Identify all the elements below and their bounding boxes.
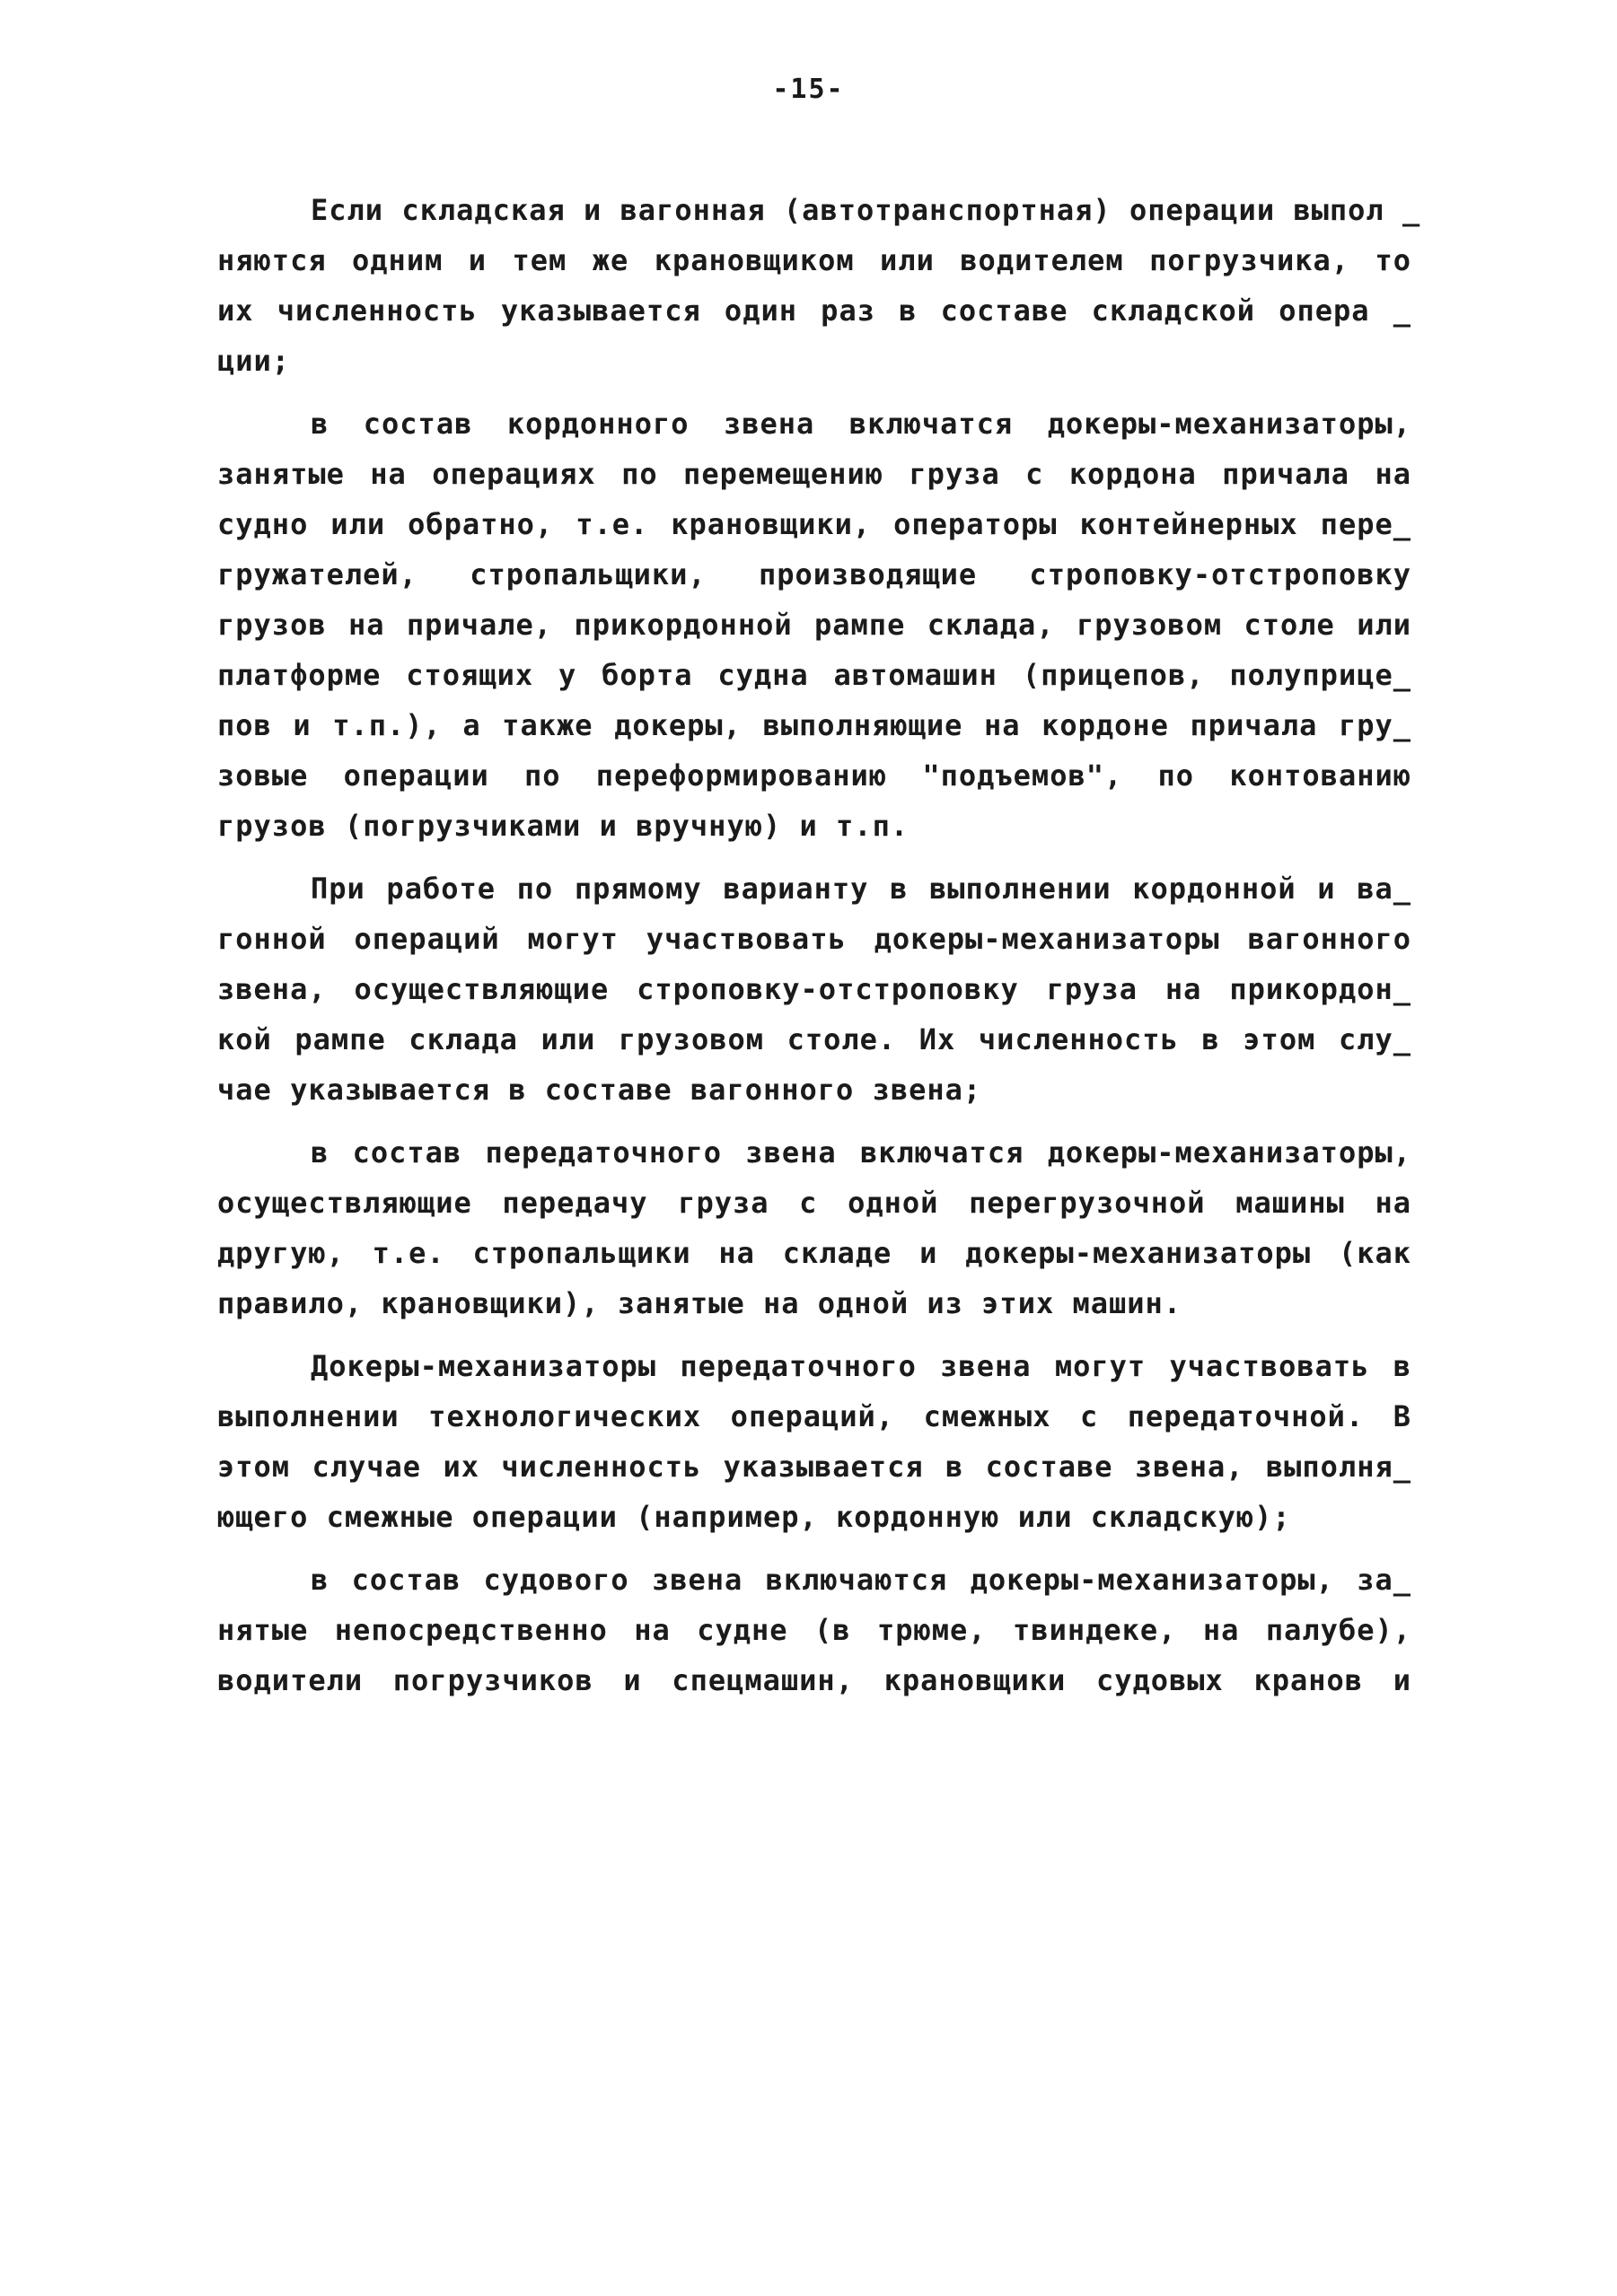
text-line: Если складская и вагонная (автотранспортная) операции выпол _	[311, 193, 1421, 227]
text-line: занятые на операциях по перемещению груза с кордона причала на	[217, 457, 1411, 491]
text-line: звена, осуществляющие строповку-отстроповку груза на прикордон_	[217, 972, 1411, 1006]
text-line: гонной операций могут участвовать докеры-механизаторы вагонного	[217, 922, 1411, 956]
text-line: кой рампе склада или грузовом столе. Их численность в этом слу_	[217, 1022, 1411, 1056]
text-line: нятые непосредственно на судне (в трюме, твиндеке, на палубе),	[217, 1613, 1411, 1647]
text-line: водители погрузчиков и спецмашин, крановщики судовых кранов и	[217, 1663, 1411, 1697]
text-line: выполнении технологических операций, смежных с передаточной. В	[217, 1399, 1411, 1433]
text-line: няются одним и тем же крановщиком или водителем погрузчика, то	[217, 243, 1411, 277]
text-line: грузов на причале, прикордонной рампе склада, грузовом столе или	[217, 608, 1411, 642]
text-line: гружателей, стропальщики, производящие строповку-отстроповку	[217, 557, 1411, 592]
text-line: осуществляющие передачу груза с одной перегрузочной машины на	[217, 1186, 1411, 1220]
text-line: зовые операции по переформированию "подъемов", по контованию	[217, 758, 1411, 793]
text-line: пов и т.п.), а также докеры, выполняющие на кордоне причала гру_	[217, 708, 1411, 742]
text-line: При работе по прямому варианту в выполнении кордонной и ва_	[311, 872, 1411, 906]
text-line: в состав передаточного звена включатся докеры-механизаторы,	[311, 1135, 1411, 1170]
text-line: судно или обратно, т.е. крановщики, операторы контейнерных пере_	[217, 507, 1411, 541]
body-text	[217, 185, 1421, 1705]
text-line: правило, крановщики), занятые на одной из этих машин.	[217, 1286, 1182, 1320]
page-number: -15-	[772, 74, 845, 105]
text-line: ции;	[217, 344, 291, 378]
text-line: ющего смежные операции (например, кордонную или складскую);	[217, 1500, 1291, 1534]
text-line: другую, т.е. стропальщики на складе и докеры-механизаторы (как	[217, 1236, 1411, 1270]
text-line: этом случае их численность указывается в составе звена, выполня_	[217, 1450, 1411, 1484]
text-line: в состав кордонного звена включатся докеры-механизаторы,	[311, 407, 1411, 441]
text-line: их численность указывается один раз в составе складской опера _	[217, 294, 1411, 328]
text-line: Докеры-механизаторы передаточного звена могут участвовать в	[311, 1349, 1411, 1383]
text-line: чае указывается в составе вагонного звена;	[217, 1073, 982, 1107]
text-line: платформе стоящих у борта судна автомашин (прицепов, полуприце_	[217, 658, 1411, 692]
text-line: грузов (погрузчиками и вручную) и т.п.	[217, 809, 910, 843]
text-line: в состав судового звена включаются докеры-механизаторы, за_	[311, 1563, 1411, 1597]
